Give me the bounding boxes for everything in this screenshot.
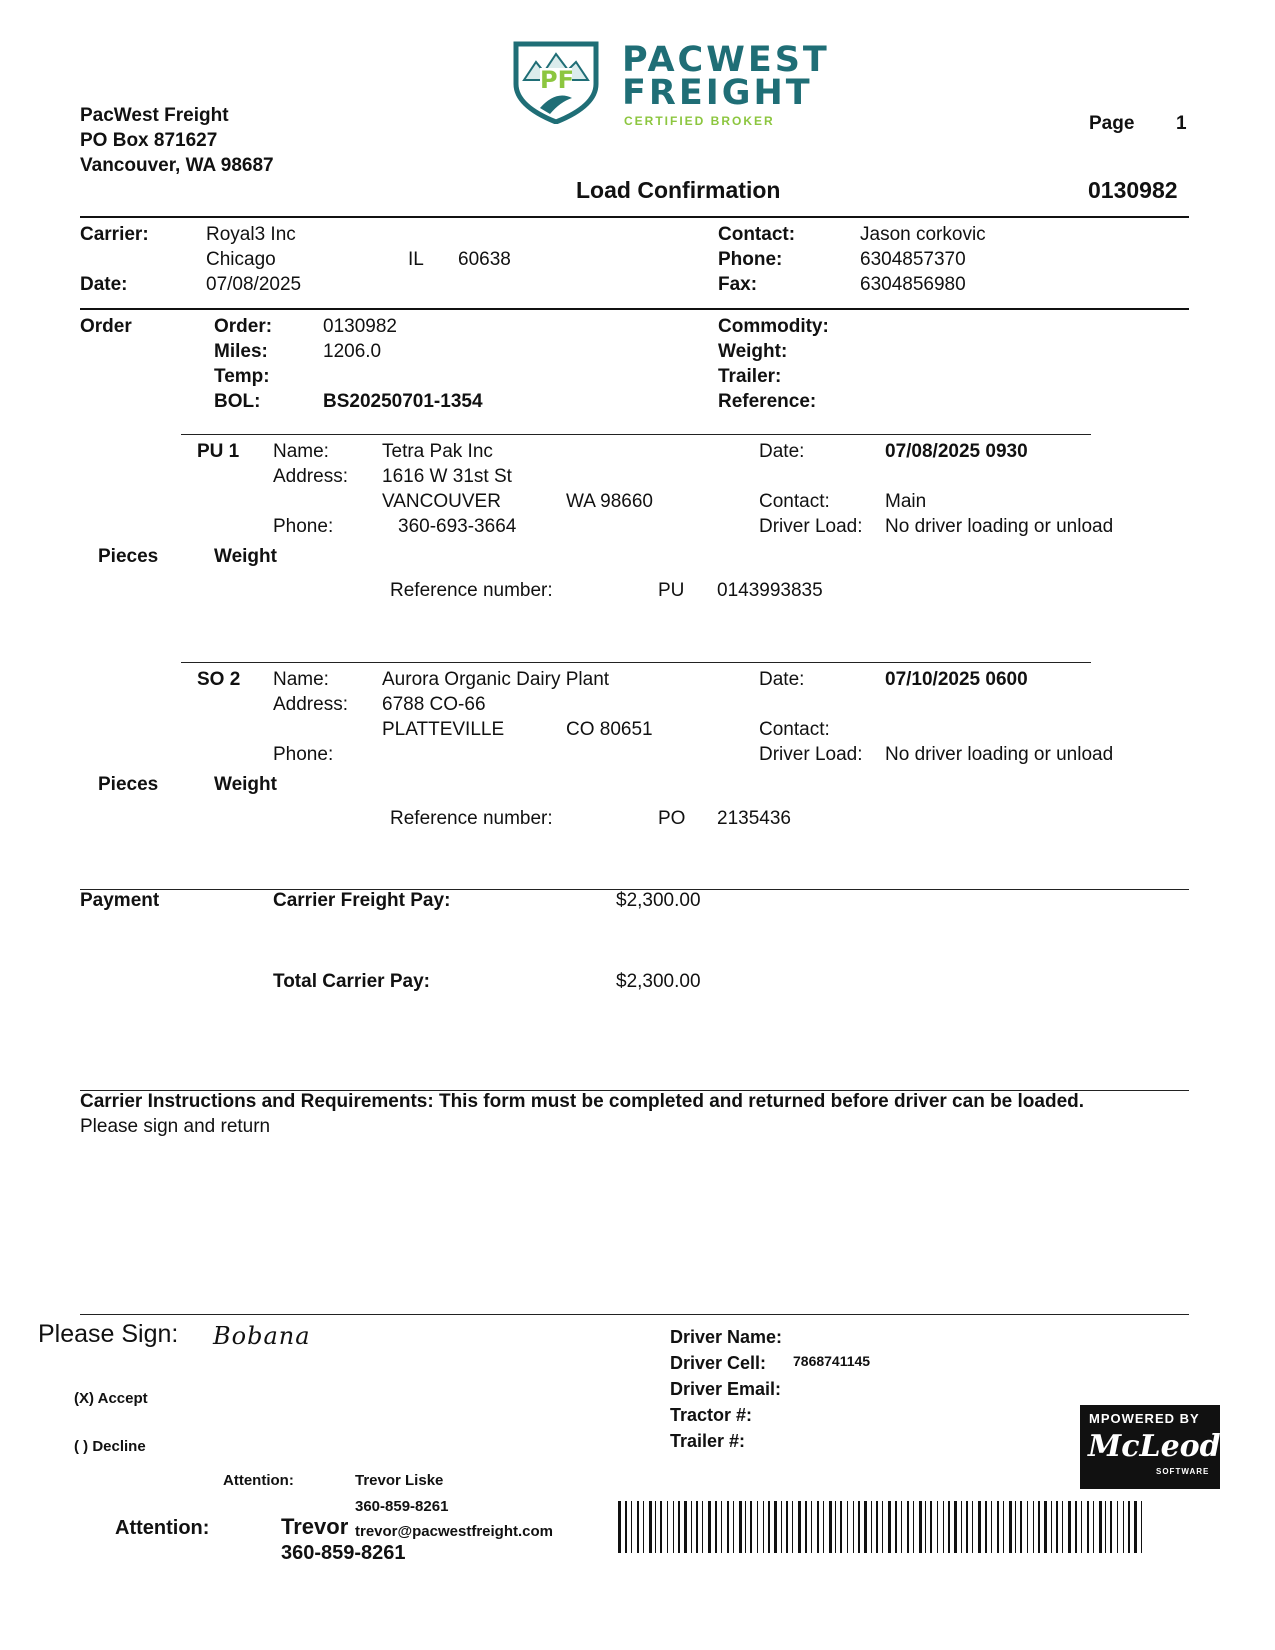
stop-1-ref-label: Reference number:	[390, 580, 553, 601]
carrier-zip: 60638	[458, 249, 511, 270]
logo-monogram: PF	[540, 66, 574, 94]
carrier-contact-label: Contact:	[718, 224, 796, 245]
logo-brand-line1: PACWEST	[622, 40, 830, 80]
barcode	[618, 1501, 1150, 1553]
divider-stop-1	[181, 434, 1091, 435]
logo-brand-line2: FREIGHT	[622, 73, 813, 113]
divider-top	[80, 216, 1189, 218]
stop-2-driver-load-label: Driver Load:	[759, 744, 863, 765]
decline-option[interactable]: ( ) Decline	[74, 1438, 146, 1455]
stop-2-driver-load: No driver loading or unload	[885, 744, 1114, 765]
stop-1-ref-value: 0143993835	[717, 580, 823, 601]
accept-option[interactable]: (X) Accept	[74, 1390, 148, 1407]
order-section-label: Order	[80, 316, 132, 337]
stop-1-driver-load-label: Driver Load:	[759, 516, 863, 537]
trailer-number-label: Trailer #:	[670, 1431, 746, 1451]
attention-small-label: Attention:	[223, 1472, 294, 1489]
carrier-state: IL	[408, 249, 424, 270]
carrier-date-label: Date:	[80, 274, 128, 295]
reference-label: Reference:	[718, 391, 817, 412]
bol-value: BS20250701-1354	[323, 391, 483, 412]
payment-section-label: Payment	[80, 890, 160, 911]
stop-2-state-zip: CO 80651	[566, 719, 653, 740]
stop-2-address: 6788 CO-66	[382, 694, 486, 715]
page-label: Page	[1089, 113, 1135, 134]
instructions-text: Please sign and return	[80, 1116, 271, 1137]
stop-1-city: VANCOUVER	[382, 491, 501, 512]
stop-2-ref-type: PO	[658, 808, 686, 829]
carrier-name: Royal3 Inc	[206, 224, 296, 245]
logo-tagline: CERTIFIED BROKER	[624, 114, 775, 128]
carrier-phone-label: Phone:	[718, 249, 783, 270]
instructions-heading: Carrier Instructions and Requirements: This form must be completed and returned before driver can be loaded.	[80, 1091, 1085, 1112]
stop-2-weight-label: Weight	[214, 774, 277, 795]
stop-1-name-label: Name:	[273, 441, 329, 462]
stop-1-pieces-label: Pieces	[98, 546, 159, 567]
stop-1-state-zip: WA 98660	[566, 491, 653, 512]
stop-2-date: 07/10/2025 0600	[885, 669, 1028, 690]
badge-brand: McLeod	[1088, 1429, 1221, 1464]
please-sign-label: Please Sign:	[38, 1320, 179, 1348]
carrier-phone: 6304857370	[860, 249, 966, 270]
stop-1-id: PU 1	[197, 441, 240, 462]
driver-email-label: Driver Email:	[670, 1379, 782, 1399]
stop-1-weight-label: Weight	[214, 546, 277, 567]
stop-1-address-label: Address:	[273, 466, 348, 487]
miles-label: Miles:	[214, 341, 268, 362]
total-pay-value: $2,300.00	[616, 971, 701, 992]
commodity-label: Commodity:	[718, 316, 829, 337]
attention-phone: 360-859-8261	[281, 1542, 406, 1564]
carrier-date: 07/08/2025	[206, 274, 302, 295]
stop-2-date-label: Date:	[759, 669, 805, 690]
trailer-label: Trailer:	[718, 366, 782, 387]
company-logo	[510, 40, 860, 128]
stop-2-ref-value: 2135436	[717, 808, 791, 829]
badge-sub: SOFTWARE	[1156, 1467, 1210, 1476]
document-title: Load Confirmation	[576, 177, 781, 203]
stop-2-name: Aurora Organic Dairy Plant	[382, 669, 610, 690]
carrier-contact: Jason corkovic	[860, 224, 986, 245]
company-address-2: Vancouver, WA 98687	[80, 155, 274, 176]
document-number: 0130982	[1088, 177, 1178, 203]
stop-2-city: PLATTEVILLE	[382, 719, 505, 740]
weight-label: Weight:	[718, 341, 788, 362]
divider-carrier	[80, 308, 1189, 310]
signature[interactable]: Bobana	[213, 1322, 311, 1350]
page-number: 1	[1176, 113, 1187, 134]
stop-1-date-label: Date:	[759, 441, 805, 462]
attention-label: Attention:	[115, 1517, 210, 1539]
stop-1-contact: Main	[885, 491, 927, 512]
attention-small-phone: 360-859-8261	[355, 1498, 449, 1515]
stop-1-phone: 360-693-3664	[398, 516, 517, 537]
tractor-label: Tractor #:	[670, 1405, 753, 1425]
carrier-label: Carrier:	[80, 224, 149, 245]
freight-pay-value: $2,300.00	[616, 890, 701, 911]
bol-label: BOL:	[214, 391, 261, 412]
carrier-city: Chicago	[206, 249, 276, 270]
stop-1-date: 07/08/2025 0930	[885, 441, 1028, 462]
temp-label: Temp:	[214, 366, 270, 387]
stop-2-contact-label: Contact:	[759, 719, 830, 740]
attention-small-name: Trevor Liske	[355, 1472, 444, 1489]
order-label: Order:	[214, 316, 273, 337]
order-number: 0130982	[323, 316, 397, 337]
stop-2-name-label: Name:	[273, 669, 329, 690]
stop-2-ref-label: Reference number:	[390, 808, 553, 829]
stop-1-ref-type: PU	[658, 580, 685, 601]
stop-1-driver-load: No driver loading or unload	[885, 516, 1114, 537]
total-pay-label: Total Carrier Pay:	[273, 971, 430, 992]
stop-1-address: 1616 W 31st St	[382, 466, 512, 487]
divider-sign	[80, 1314, 1189, 1315]
stop-2-pieces-label: Pieces	[98, 774, 159, 795]
stop-1-name: Tetra Pak Inc	[382, 441, 493, 462]
driver-cell-value: 7868741145	[793, 1353, 871, 1369]
attention-small-email[interactable]: trevor@pacwestfreight.com	[355, 1523, 554, 1540]
stop-2-phone-label: Phone:	[273, 744, 334, 765]
badge-top: MPOWERED BY	[1089, 1411, 1200, 1426]
company-name: PacWest Freight	[80, 105, 229, 126]
carrier-fax: 6304856980	[860, 274, 966, 295]
mcleod-badge	[1080, 1405, 1220, 1489]
stop-1-phone-label: Phone:	[273, 516, 334, 537]
company-address-1: PO Box 871627	[80, 130, 218, 151]
stop-1-contact-label: Contact:	[759, 491, 830, 512]
stop-2-address-label: Address:	[273, 694, 348, 715]
divider-stop-2	[181, 662, 1091, 663]
carrier-fax-label: Fax:	[718, 274, 758, 295]
attention-name: Trevor	[281, 1514, 349, 1539]
driver-cell-label: Driver Cell:	[670, 1353, 767, 1373]
freight-pay-label: Carrier Freight Pay:	[273, 890, 451, 911]
miles-value: 1206.0	[323, 341, 382, 362]
driver-name-label: Driver Name:	[670, 1327, 783, 1347]
stop-2-id: SO 2	[197, 669, 241, 690]
